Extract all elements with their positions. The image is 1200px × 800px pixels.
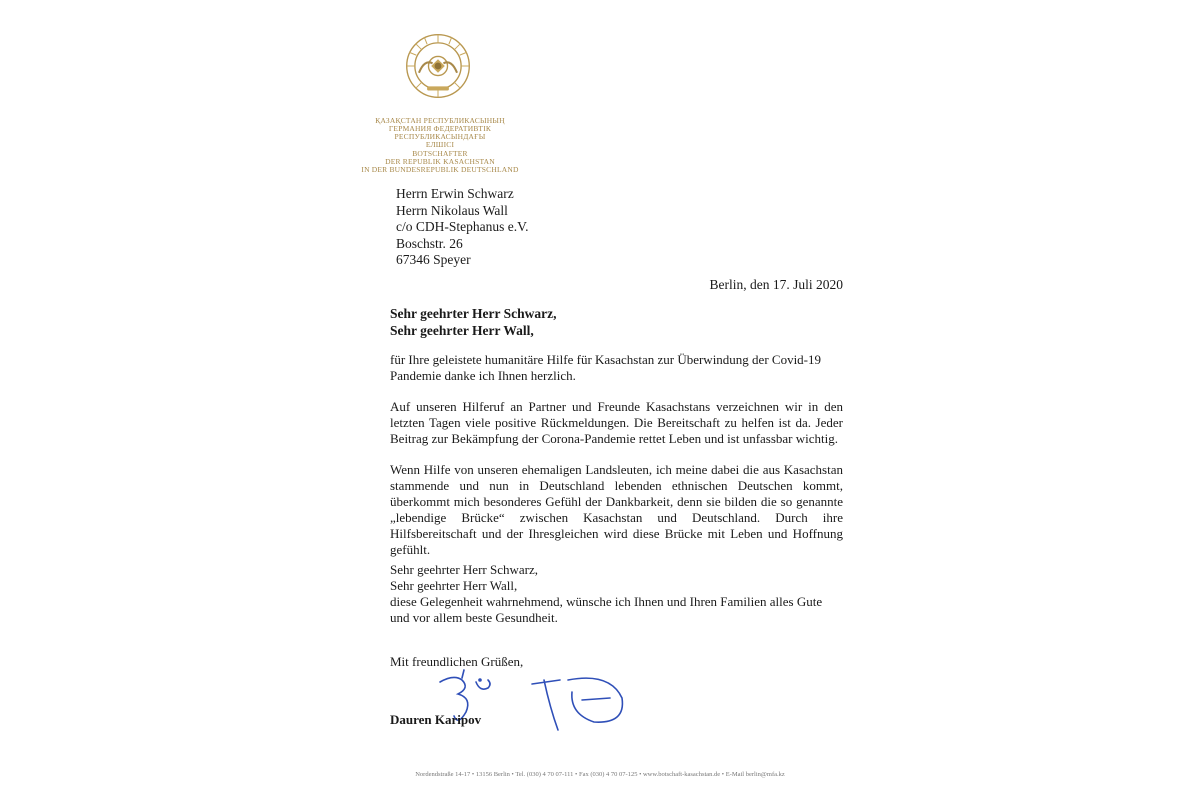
body-paragraph-2: Auf unseren Hilferuf an Partner und Freunde Kasachstans verzeichnen wir in den letzten Tagen viele positive Rückmeldungen. Die Bereitschaft zu helfen ist da. Jeder Beitrag zur Bekämpfung der Corona-Pandemie rettet Leben und ist unfassbar wichtig. bbox=[390, 399, 843, 446]
closing-phrase: Mit freundlichen Grüßen, bbox=[390, 654, 524, 669]
closing-wishes: diese Gelegenheit wahrnehmend, wünsche ich Ihnen und Ihren Familien alles Gute und vor allem beste Gesundheit. bbox=[390, 594, 823, 625]
body-paragraph-4 bbox=[390, 562, 843, 626]
recipient-line: 67346 Speyer bbox=[396, 252, 471, 267]
recipient-line: Herrn Erwin Schwarz bbox=[396, 186, 514, 201]
letterhead-kk-line: ҚАЗАҚСТАН РЕСПУБЛИКАСЫНЫҢ bbox=[375, 116, 505, 125]
letter-footer: Nordendstraße 14-17 • 13156 Berlin • Tel. (030) 4 70 07-111 • Fax (030) 4 70 07-125 • www.botschaft-kasachstan.de • E-Mail berlin@mfa.kz bbox=[415, 771, 785, 778]
letter-date: Berlin, den 17. Juli 2020 bbox=[709, 277, 843, 292]
repeat-salutation-line: Sehr geehrter Herr Schwarz, bbox=[390, 562, 538, 577]
salutation-line: Sehr geehrter Herr Wall, bbox=[390, 323, 534, 338]
repeat-salutation-line: Sehr geehrter Herr Wall, bbox=[390, 578, 518, 593]
kazakhstan-emblem-icon bbox=[404, 32, 472, 100]
letterhead-kk-line: ЕЛШІСІ bbox=[425, 140, 455, 149]
letterhead-de-line: IN DER BUNDESREPUBLIK DEUTSCHLAND bbox=[361, 165, 519, 174]
recipient-line: Boschstr. 26 bbox=[396, 235, 463, 251]
salutation-line: Sehr geehrter Herr Schwarz, bbox=[390, 306, 557, 321]
recipient-address bbox=[396, 186, 529, 269]
letterhead-de-line: DER REPUBLIK KASACHSTAN bbox=[385, 157, 495, 166]
letterhead-kk-line: РЕСПУБЛИКАСЫНДАҒЫ bbox=[394, 132, 486, 141]
recipient-line: Herrn Nikolaus Wall bbox=[396, 202, 508, 218]
body-paragraph-3: Wenn Hilfe von unseren ehemaligen Landsleuten, ich meine dabei die aus Kasachstan stammende und nun in Deutschland lebenden ethnischen Deutschen kommt, überkommt mich besonderes Gefühl der Dankbarkeit, denn sie bilden die so genannte „lebendige Brücke“ zwischen Kasachstan und Deutschland. Durch ihre Hilfsbereitschaft und der Ihresgleichen wird diese Brücke mit Leben und Hoffnung gefühlt. bbox=[390, 462, 843, 557]
salutation bbox=[390, 305, 556, 339]
signer-name: Dauren Karipov bbox=[390, 712, 482, 727]
letterhead-de-line: BOTSCHAFTER bbox=[412, 149, 468, 158]
letterhead-kk-line: ГЕРМАНИЯ ФЕДЕРАТИВТІК bbox=[388, 124, 492, 133]
recipient-line: c/o CDH-Stephanus e.V. bbox=[396, 219, 529, 234]
body-paragraph-1: für Ihre geleistete humanitäre Hilfe für Kasachstan zur Überwindung der Covid-19 Pandemie danke ich Ihnen herzlich. bbox=[390, 352, 822, 383]
